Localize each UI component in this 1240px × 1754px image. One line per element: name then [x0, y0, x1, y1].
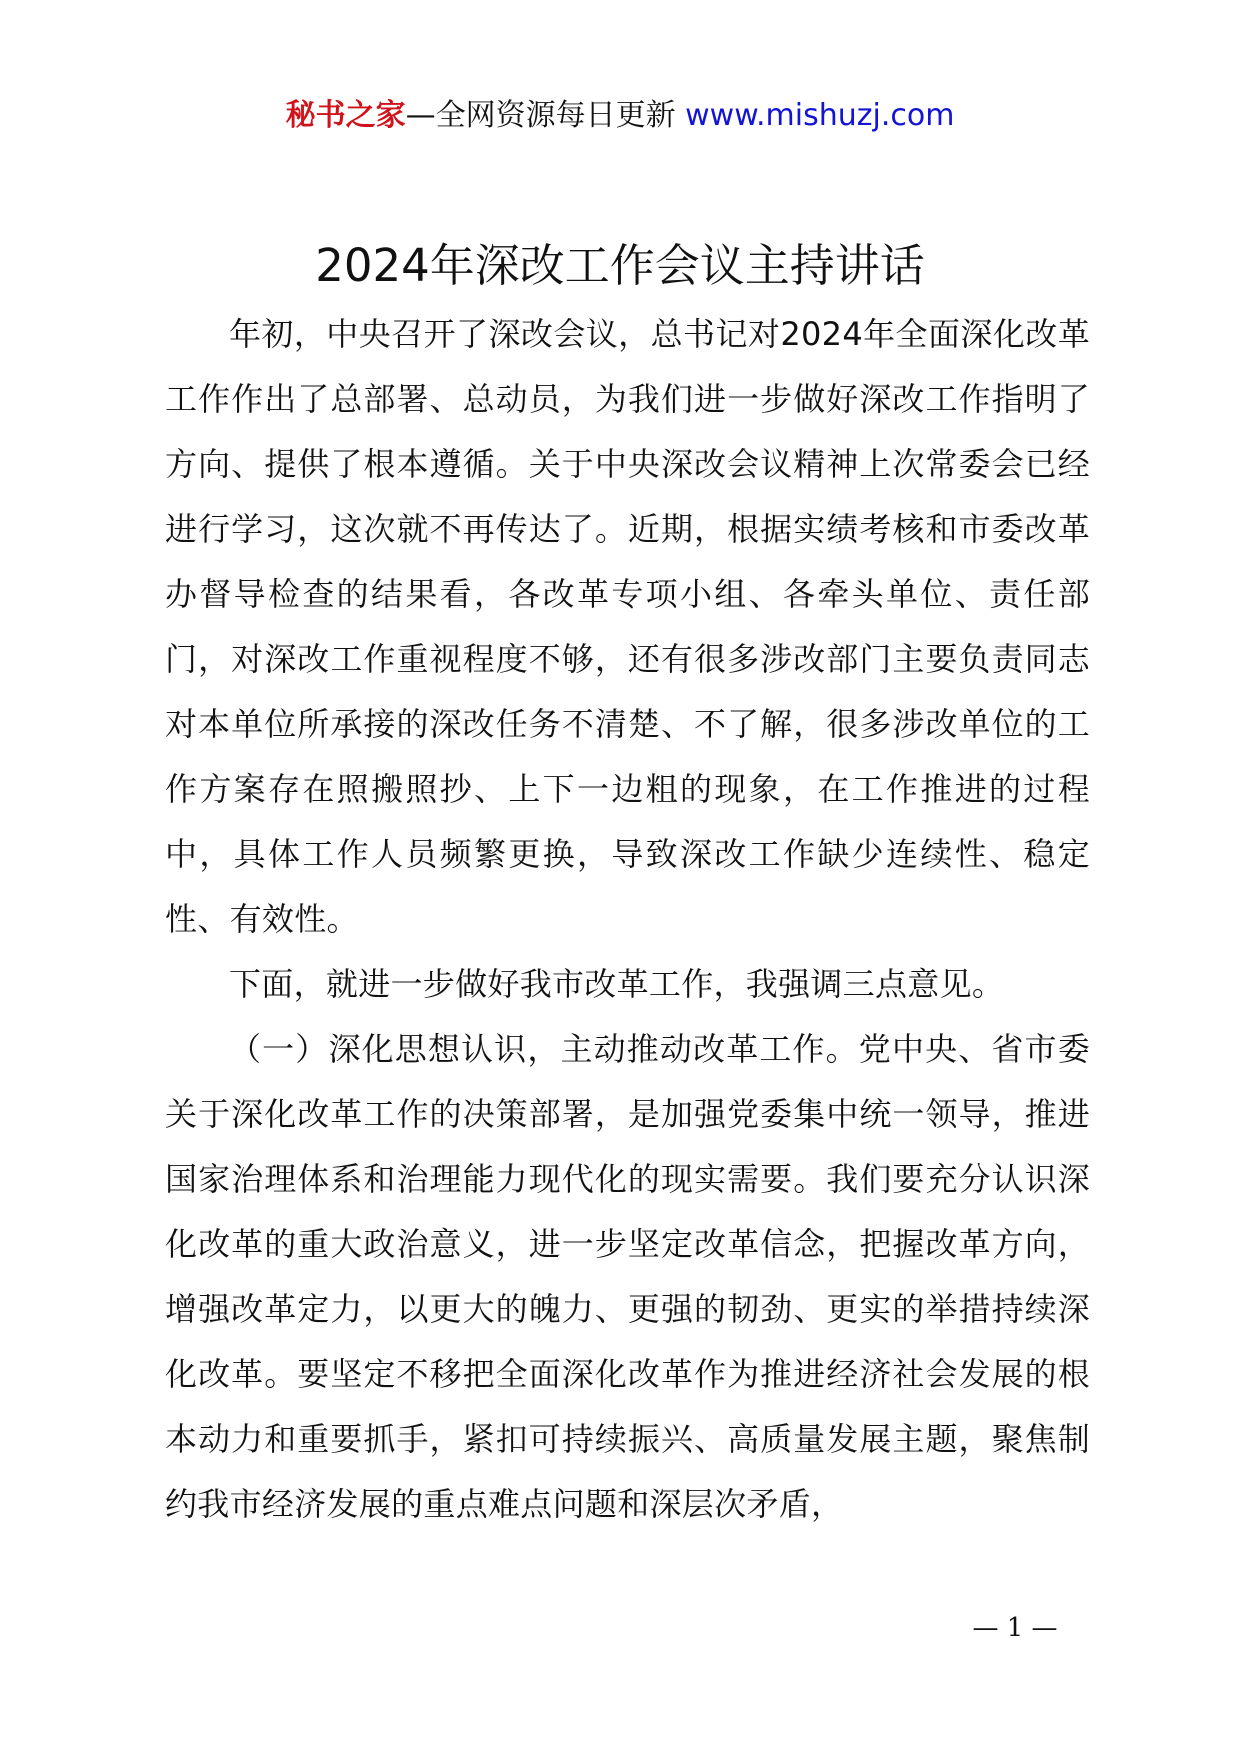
document-title: 2024年深改工作会议主持讲话 — [315, 239, 925, 292]
paragraph-transition: 下面，就进一步做好我市改革工作，我强调三点意见。 — [229, 965, 1005, 1003]
page-number-label: — 1 — — [972, 1613, 1058, 1643]
page-number — [0, 1610, 1240, 1646]
document-body — [165, 302, 1090, 1537]
brand-name: 秘书之家 — [285, 98, 406, 133]
site-url-link[interactable]: www.mishuzj.com — [685, 98, 955, 133]
paragraph-intro: 年初，中央召开了深改会议，总书记对2024年全面深化改革工作作出了总部署、总动员，为我们进一步做好深改工作指明了方向、提供了根本遵循。关于中央深改会议精神上次常委会已经进行学习，这次就不再传达了。近期，根据实绩考核和市委改革办督导检查的结果看，各改革专项小组、各牵头单位、责任部门，对深改工作重视程度不够，还有很多涉改部门主要负责同志对本单位所承接的深改任务不清楚、不了解，很多涉改单位的工作方案存在照搬照抄、上下一边粗的现象，在工作推进的过程中，具体工作人员频繁更换，导致深改工作缺少连续性、稳定性、有效性。 — [165, 315, 1090, 938]
paragraph-point-one: （一）深化思想认识，主动推动改革工作。党中央、省市委关于深化改革工作的决策部署，是加强党委集中统一领导，推进国家治理体系和治理能力现代化的现实需要。我们要充分认识深化改革的重大政治意义，进一步坚定改革信念，把握改革方向，增强改革定力，以更大的魄力、更强的韧劲、更实的举措持续深化改革。要坚定不移把全面深化改革作为推进经济社会发展的根本动力和重要抓手，紧扣可持续振兴、高质量发展主题，聚焦制约我市经济发展的重点难点问题和深层次矛盾， — [165, 1030, 1090, 1523]
site-header — [0, 96, 1240, 136]
site-slogan: —全网资源每日更新 — [405, 98, 686, 133]
